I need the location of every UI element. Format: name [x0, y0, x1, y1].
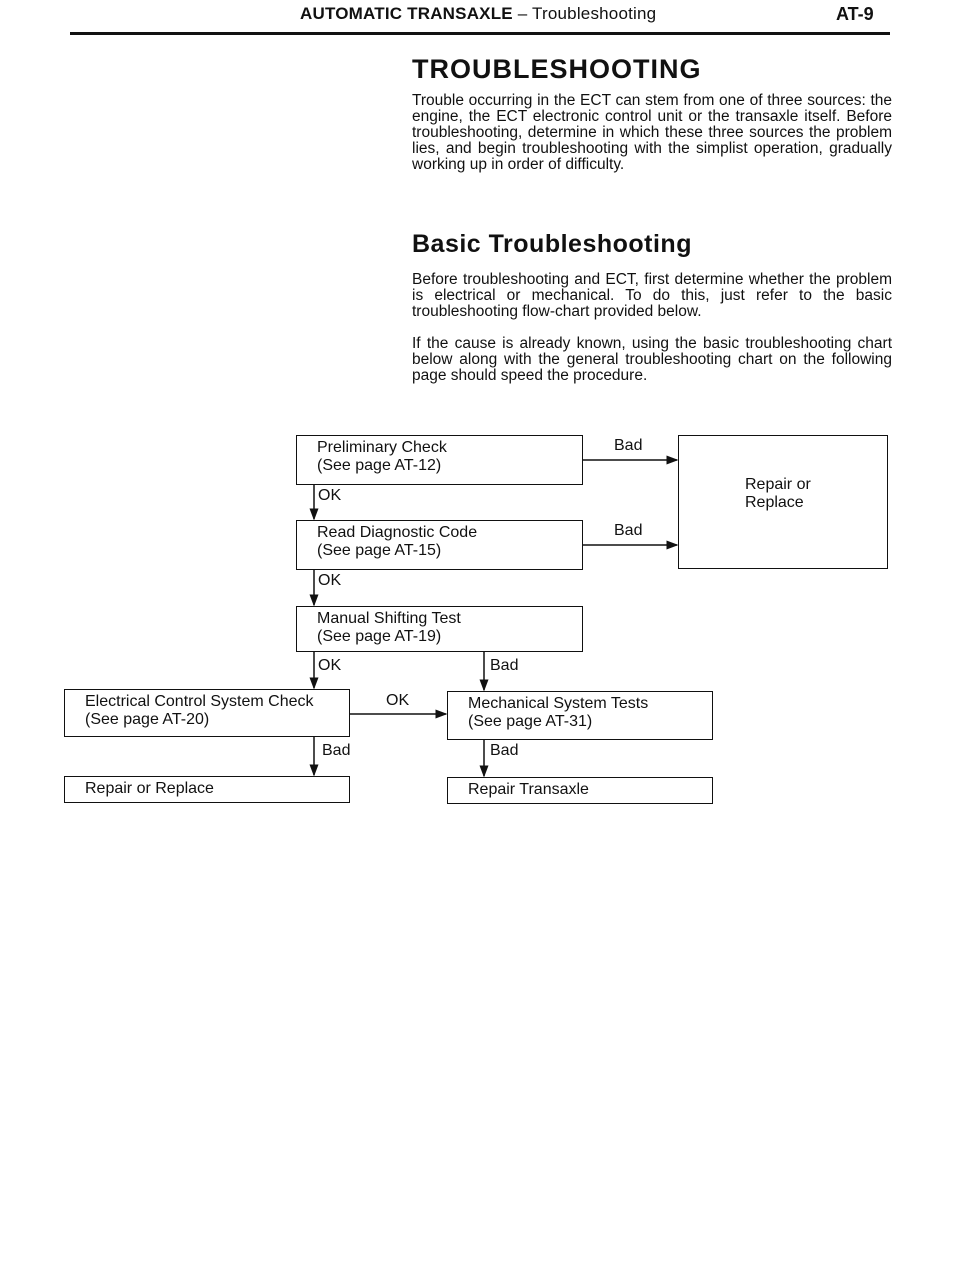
- page-title: TROUBLESHOOTING: [412, 54, 702, 84]
- header-subsection: – Troubleshooting: [512, 4, 657, 23]
- basic-paragraph-2: If the cause is already known, using the basic troubleshooting chart below along with the general troubleshooting chart on the following page should speed the procedure.: [412, 335, 892, 384]
- manual-shifting-page: (See page AT-19): [317, 628, 442, 645]
- label-bad-mechanical: Bad: [490, 742, 519, 759]
- mechanical-tests-label: Mechanical System Tests: [468, 695, 649, 712]
- label-ok-manual: OK: [318, 657, 342, 674]
- repair-transaxle-label: Repair Transaxle: [468, 781, 589, 798]
- electrical-check-page: (See page AT-20): [85, 711, 210, 728]
- intro-paragraph: Trouble occurring in the ECT can stem from one of three sources: the engine, the ECT electronic control unit or the transaxle itself. Before troubleshooting, determine in which these three sources the problem lies, and begin troubleshooting with the simplist operation, gradually working up in order of difficulty.: [412, 92, 892, 173]
- repair-or-replace-line2: Replace: [745, 494, 804, 511]
- diagnostic-code-box: [296, 520, 583, 570]
- repair-or-replace-line1: Repair or: [745, 476, 811, 493]
- label-bad-manual: Bad: [490, 657, 519, 674]
- mechanical-tests-page: (See page AT-31): [468, 713, 593, 730]
- page-number: AT-9: [836, 4, 874, 24]
- basic-paragraph-1: Before troubleshooting and ECT, first determine whether the problem is electrical or mechanical. To do this, just refer to the basic troubleshooting flow-chart provided below.: [412, 271, 892, 320]
- electrical-check-box: [64, 689, 350, 737]
- diagnostic-code-page: (See page AT-15): [317, 542, 442, 559]
- label-bad-diagnostic: Bad: [614, 522, 643, 539]
- repair-or-replace-box: [678, 435, 888, 569]
- mechanical-tests-box: [447, 691, 713, 740]
- manual-shifting-box: [296, 606, 583, 652]
- manual-shifting-label: Manual Shifting Test: [317, 610, 461, 627]
- header-section: AUTOMATIC TRANSAXLE: [300, 4, 513, 23]
- preliminary-check-box: [296, 435, 583, 485]
- repair-transaxle-box: [447, 777, 713, 804]
- section-heading: Basic Troubleshooting: [412, 230, 692, 258]
- diagnostic-code-label: Read Diagnostic Code: [317, 524, 478, 541]
- label-ok-preliminary: OK: [318, 487, 342, 504]
- repair-or-replace-bottom-box: [64, 776, 350, 803]
- repair-or-replace-bottom-label: Repair or Replace: [85, 780, 214, 797]
- label-ok-diagnostic: OK: [318, 572, 342, 589]
- electrical-check-label: Electrical Control System Check: [85, 693, 314, 710]
- preliminary-check-page: (See page AT-12): [317, 457, 442, 474]
- label-bad-preliminary: Bad: [614, 437, 643, 454]
- label-ok-electrical: OK: [386, 692, 410, 709]
- preliminary-check-label: Preliminary Check: [317, 439, 447, 456]
- label-bad-electrical: Bad: [322, 742, 351, 759]
